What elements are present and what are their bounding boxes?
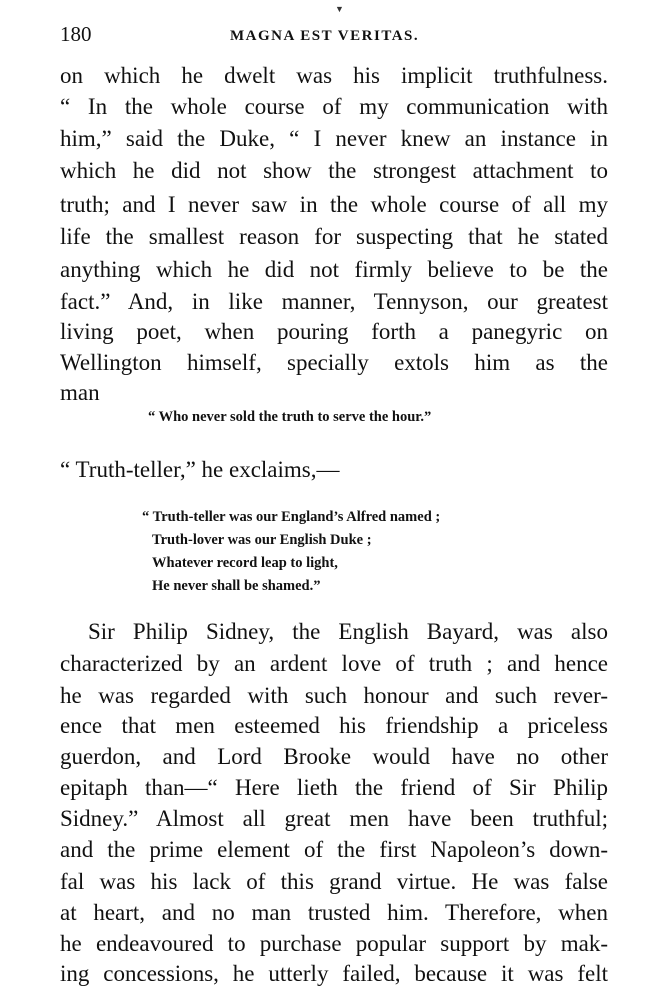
text-line: guerdon, and Lord Brooke would have no other xyxy=(60,744,608,769)
quotation: “ Who never sold the truth to serve the hour.” xyxy=(148,409,432,425)
text-line: and the prime element of the first Napoleon’s down- xyxy=(60,837,608,862)
text-line: life the smallest reason for suspecting that he stated xyxy=(60,224,608,249)
poem-line: He never shall be shamed.” xyxy=(152,578,321,594)
text-line: epitaph than—“ Here lieth the friend of Sir Philip xyxy=(60,775,608,800)
text-line: fal was his lack of this grand virtue. He was false xyxy=(60,869,608,894)
poem-line: “ Truth-teller was our England’s Alfred named ; xyxy=(142,509,441,525)
text-line: on which he dwelt was his implicit truthfulness. xyxy=(60,63,608,88)
text-line: him,” said the Duke, “ I never knew an instance in xyxy=(60,126,608,151)
text-line: which he did not show the strongest attachment to xyxy=(60,158,608,183)
text-line: Sidney.” Almost all great men have been truthful; xyxy=(60,806,608,831)
page-number: 180 xyxy=(60,22,92,46)
page-header xyxy=(60,18,612,48)
printer-mark: ▼ xyxy=(335,4,344,14)
text-line: ence that men esteemed his friendship a priceless xyxy=(60,713,608,738)
text-line: he endeavoured to purchase popular support by mak- xyxy=(60,931,608,956)
text-line: fact.” And, in like manner, Tennyson, our greatest xyxy=(60,289,608,314)
text-line: man xyxy=(60,380,100,405)
running-title: MAGNA EST VERITAS. xyxy=(230,28,420,44)
poem-line: Whatever record leap to light, xyxy=(152,555,338,571)
text-line: living poet, when pouring forth a panegyric on xyxy=(60,319,608,344)
text-line: characterized by an ardent love of truth ; and hence xyxy=(60,651,608,676)
poem-line: Truth-lover was our English Duke ; xyxy=(152,532,372,548)
text-line: Wellington himself, specially extols him as the xyxy=(60,350,608,375)
text-line: at heart, and no man trusted him. Therefore, when xyxy=(60,900,608,925)
text-line: anything which he did not firmly believe to be the xyxy=(60,257,608,282)
text-line: he was regarded with such honour and such rever- xyxy=(60,683,608,708)
text-line: Sir Philip Sidney, the English Bayard, was also xyxy=(88,619,608,644)
text-line: ing concessions, he utterly failed, because it was felt xyxy=(60,961,608,986)
text-line: “ Truth-teller,” he exclaims,— xyxy=(60,457,340,482)
text-line: “ In the whole course of my communication with xyxy=(60,94,608,119)
text-line: truth; and I never saw in the whole course of all my xyxy=(60,192,608,217)
